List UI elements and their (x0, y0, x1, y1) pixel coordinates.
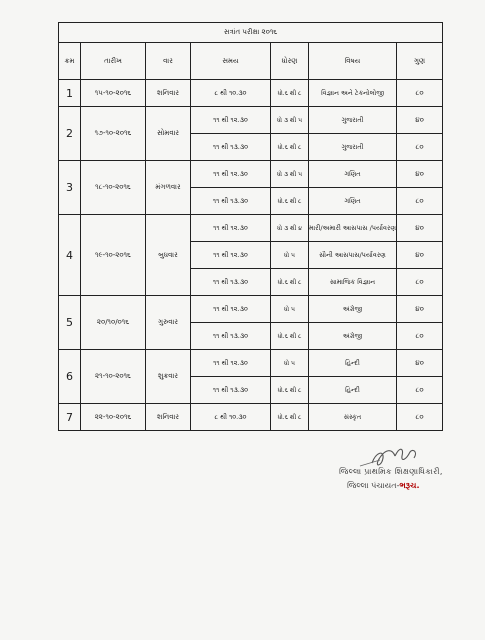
table-row (59, 215, 443, 242)
cell-subject: હિન્દી (309, 350, 397, 377)
cell-day: મંગળવાર (146, 161, 191, 215)
cell-standard: ધો.૬ થી ૮ (271, 80, 309, 107)
cell-date: ૧૯-૧૦-૨૦૧૬ (81, 215, 146, 296)
cell-standard: ધો ૩ થી ૫ (271, 107, 309, 134)
cell-standard: ધો ૩ થી ૪ (271, 215, 309, 242)
cell-marks: ૪૦ (397, 296, 443, 323)
header-time: સમય (191, 43, 271, 80)
cell-date: ૧૭-૧૦-૨૦૧૬ (81, 107, 146, 161)
cell-marks: ૪૦ (397, 215, 443, 242)
timetable-body (59, 80, 443, 431)
cell-no: 4 (59, 215, 81, 296)
cell-no: 1 (59, 80, 81, 107)
cell-marks: ૮૦ (397, 404, 443, 431)
cell-marks: ૪૦ (397, 350, 443, 377)
cell-time: ૧૧ થી ૧૨.૩૦ (191, 242, 271, 269)
header-standard: ધોરણ (271, 43, 309, 80)
cell-marks: ૮૦ (397, 188, 443, 215)
cell-date: ૨૧-૧૦-૨૦૧૬ (81, 350, 146, 404)
cell-time: ૧૧ થી ૧૩.૩૦ (191, 188, 271, 215)
cell-no: 6 (59, 350, 81, 404)
cell-date: ૧૮-૧૦-૨૦૧૬ (81, 161, 146, 215)
cell-time: ૧૧ થી ૧૨.૩૦ (191, 161, 271, 188)
cell-day: ગુરુવાર (146, 296, 191, 350)
cell-subject: સૌની આસપાસ/પર્યાવરણ (309, 242, 397, 269)
cell-day: શુક્રવાર (146, 350, 191, 404)
table-row (59, 296, 443, 323)
cell-date: ૧૫-૧૦-૨૦૧૬ (81, 80, 146, 107)
header-date: તારીખ (81, 43, 146, 80)
cell-subject: અંગ્રેજી (309, 296, 397, 323)
header-subject: વિષય (309, 43, 397, 80)
cell-marks: ૮૦ (397, 80, 443, 107)
cell-standard: ધો ૫ (271, 296, 309, 323)
cell-day: શનિવાર (146, 404, 191, 431)
cell-standard: ધો ૫ (271, 350, 309, 377)
cell-subject: મારી/અમારી આસપાસ /પર્યાવરણ (309, 215, 397, 242)
cell-marks: ૪૦ (397, 242, 443, 269)
cell-subject: ગુજરાતી (309, 134, 397, 161)
cell-marks: ૮૦ (397, 134, 443, 161)
cell-date: ૨૨-૧૦-૨૦૧૬ (81, 404, 146, 431)
table-row (59, 161, 443, 188)
cell-time: ૧૧ થી ૧૩.૩૦ (191, 269, 271, 296)
cell-marks: ૮૦ (397, 269, 443, 296)
table-title: સત્રાંત પરીક્ષા ૨૦૧૬ (59, 23, 443, 43)
cell-standard: ધો.૬ થી ૮ (271, 188, 309, 215)
cell-time: ૧૧ થી ૧૨.૩૦ (191, 350, 271, 377)
cell-marks: ૮૦ (397, 323, 443, 350)
table-row (59, 404, 443, 431)
cell-subject: ગુજરાતી (309, 107, 397, 134)
cell-marks: ૪૦ (397, 107, 443, 134)
cell-marks: ૮૦ (397, 377, 443, 404)
cell-no: 2 (59, 107, 81, 161)
cell-standard: ધો ૩ થી ૫ (271, 161, 309, 188)
cell-subject: હિન્દી (309, 377, 397, 404)
cell-day: સોમવાર (146, 107, 191, 161)
cell-subject: અંગ્રેજી (309, 323, 397, 350)
header-day: વાર (146, 43, 191, 80)
cell-time: ૧૧ થી ૧૨.૩૦ (191, 215, 271, 242)
cell-standard: ધો.૬ થી ૮ (271, 269, 309, 296)
table-row (59, 107, 443, 134)
cell-subject: સંસ્કૃત (309, 404, 397, 431)
signature-office (347, 481, 420, 491)
cell-time: ૮ થી ૧૦.૩૦ (191, 80, 271, 107)
cell-standard: ધો.૬ થી ૮ (271, 377, 309, 404)
table-row (59, 80, 443, 107)
exam-timetable (58, 22, 443, 431)
header-no: ક્રમ (59, 43, 81, 80)
cell-no: 5 (59, 296, 81, 350)
cell-time: ૮ થી ૧૦.૩૦ (191, 404, 271, 431)
cell-time: ૧૧ થી ૧૩.૩૦ (191, 323, 271, 350)
cell-no: 3 (59, 161, 81, 215)
cell-standard: ધો.૬ થી ૮ (271, 134, 309, 161)
cell-time: ૧૧ થી ૧૩.૩૦ (191, 377, 271, 404)
table-row (59, 350, 443, 377)
cell-subject: સામાજિક વિજ્ઞાન (309, 269, 397, 296)
header-marks: ગુણ (397, 43, 443, 80)
cell-date: ૨૦/૧૦/૦૧૬ (81, 296, 146, 350)
cell-subject: ગણિત (309, 161, 397, 188)
cell-subject: ગણિત (309, 188, 397, 215)
signature-office-prefix: જિલ્લા પંચાયત- (347, 481, 400, 490)
cell-marks: ૪૦ (397, 161, 443, 188)
signature-title: જિલ્લા પ્રાથમિક શિક્ષણાધિકારી, (339, 467, 443, 476)
signature-place: ભરૂચ. (399, 481, 420, 490)
cell-day: શનિવાર (146, 80, 191, 107)
cell-no: 7 (59, 404, 81, 431)
cell-day: બુધવાર (146, 215, 191, 296)
cell-time: ૧૧ થી ૧૨.૩૦ (191, 296, 271, 323)
cell-standard: ધો.૬ થી ૮ (271, 323, 309, 350)
cell-standard: ધો.૬ થી ૮ (271, 404, 309, 431)
cell-standard: ધો ૫ (271, 242, 309, 269)
cell-subject: વિજ્ઞાન અને ટેકનોલોજી (309, 80, 397, 107)
cell-time: ૧૧ થી ૧૩.૩૦ (191, 134, 271, 161)
cell-time: ૧૧ થી ૧૨.૩૦ (191, 107, 271, 134)
